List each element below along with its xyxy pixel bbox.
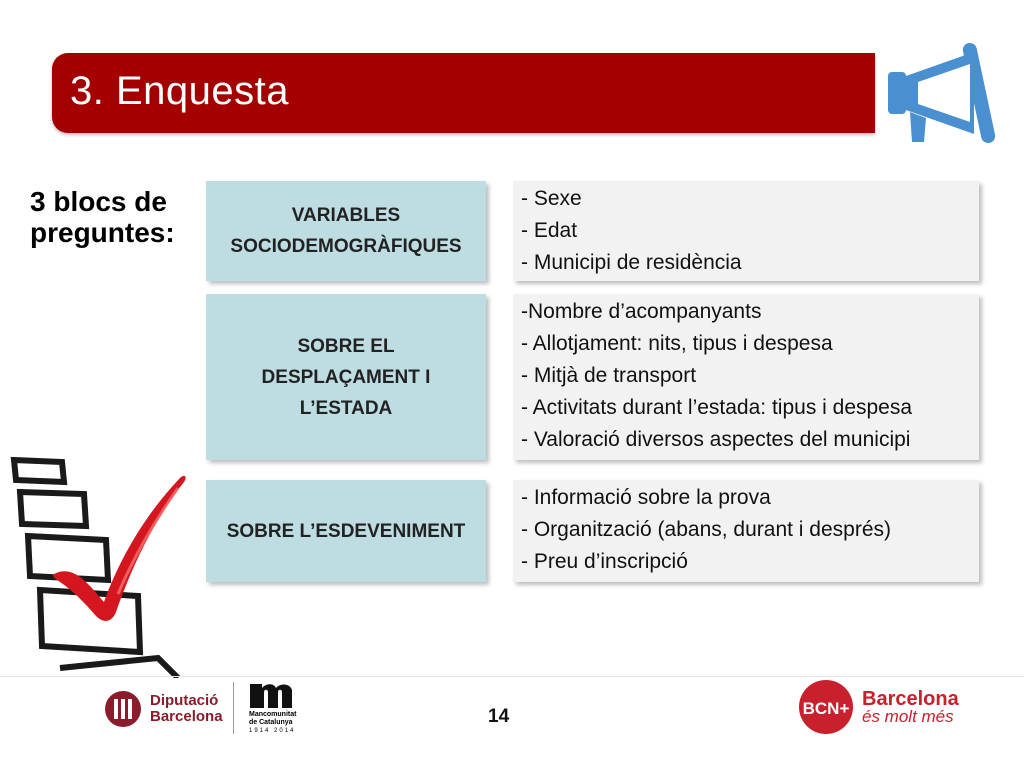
category-line: DESPLAÇAMENT I [261, 366, 431, 388]
bcn-logo-line-1: Barcelona [862, 688, 959, 710]
mancomunitat-line-2: de Catalunya [249, 719, 293, 726]
list-item: - Activitats durant l’estada: tipus i despesa [521, 396, 913, 419]
bcn-logo-line-2: és molt més [862, 707, 954, 726]
mancomunitat-line-1: Mancomunitat [249, 711, 297, 718]
lead-line-2: preguntes: [30, 217, 175, 248]
category-box-travel-stay [206, 294, 486, 460]
list-item: - Valoració diversos aspectes del municipi [521, 428, 911, 451]
list-item: - Informació sobre la prova [521, 486, 771, 509]
mancomunitat-logo-icon [248, 680, 302, 710]
diputacio-line-1: Diputació [150, 692, 219, 709]
list-item: - Allotjament: nits, tipus i despesa [521, 332, 833, 355]
lead-line-1: 3 blocs de [30, 186, 167, 217]
logo-separator [233, 682, 234, 734]
bcn-badge-text: BCN+ [802, 699, 850, 718]
category-box-sociodemographic [206, 181, 486, 281]
list-item: -Nombre d’acompanyants [521, 300, 762, 323]
footer-divider [0, 676, 1024, 677]
bcn-badge-icon [796, 679, 856, 735]
category-line: L’ESTADA [299, 397, 393, 419]
category-line: SOBRE EL [297, 335, 395, 357]
category-line: SOBRE L’ESDEVENIMENT [226, 520, 466, 542]
list-item: - Mitjà de transport [521, 364, 697, 387]
mancomunitat-logo-text [249, 711, 296, 727]
category-box-event [206, 480, 486, 582]
mancomunitat-years: 1914 2014 [249, 728, 296, 734]
list-item: - Organització (abans, durant i després) [521, 518, 892, 541]
list-box-travel-stay [513, 294, 979, 460]
title-bar [52, 53, 875, 133]
list-item: - Preu d’inscripció [521, 550, 688, 573]
list-box-sociodemographic [513, 181, 979, 281]
diputacio-logo-text [150, 693, 223, 725]
page-number: 14 [488, 706, 510, 727]
list-item: - Sexe [521, 187, 582, 210]
category-line: SOCIODEMOGRÀFIQUES [230, 236, 462, 257]
diputacio-logo-icon [104, 690, 142, 728]
list-box-event [513, 480, 979, 582]
lead-text [30, 186, 200, 248]
category-line: VARIABLES [291, 205, 401, 226]
list-item: - Edat [521, 219, 578, 242]
list-item: - Municipi de residència [521, 251, 742, 274]
megaphone-icon [882, 38, 1010, 146]
checklist-icon [8, 456, 220, 678]
diputacio-line-2: Barcelona [150, 708, 223, 725]
slide-title: 3. Enquesta [70, 69, 289, 113]
